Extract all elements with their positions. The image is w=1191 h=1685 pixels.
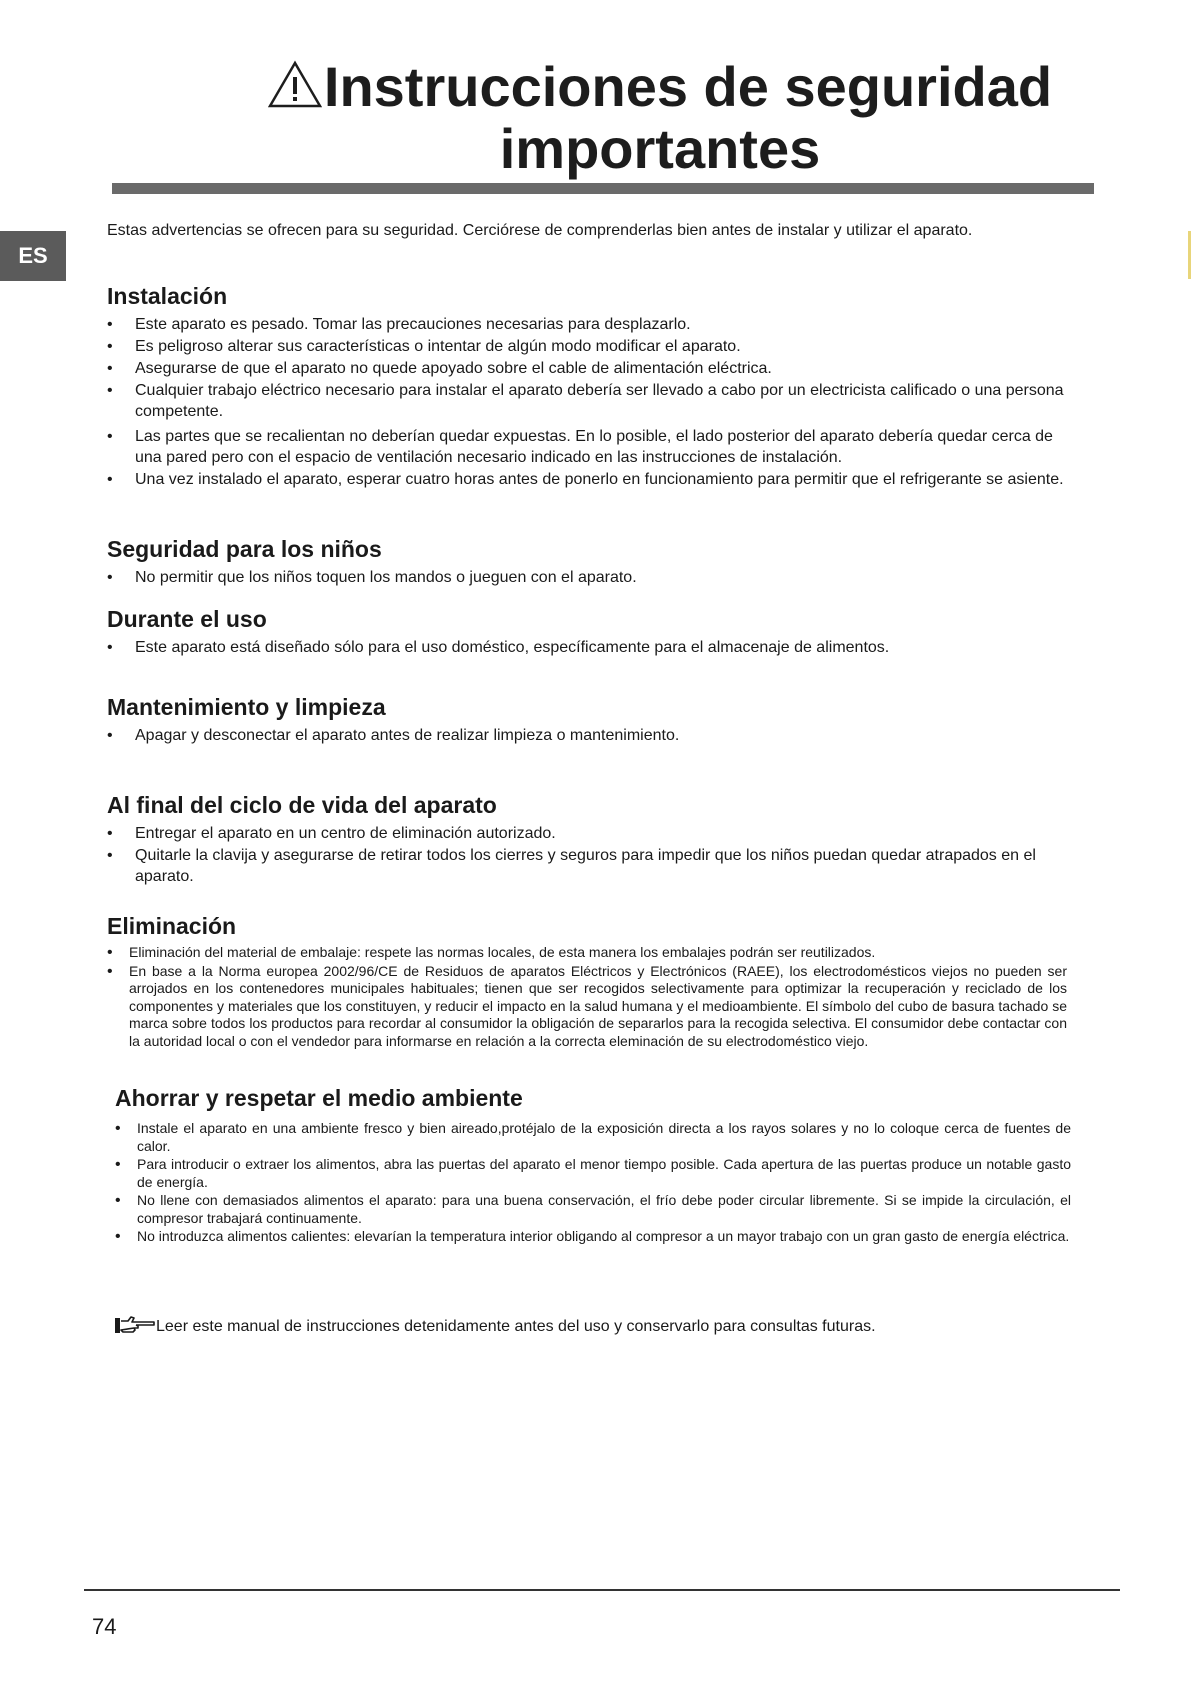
- title-divider: [112, 183, 1094, 194]
- bullet-list: [107, 725, 1067, 746]
- list-item: • Este aparato es pesado. Tomar las precauciones necesarias para desplazarlo.: [107, 314, 1067, 335]
- list-item: • Este aparato está diseñado sólo para el uso doméstico, específicamente para el almacenaje de alimentos.: [107, 637, 1067, 658]
- section-uso: [107, 605, 1067, 659]
- list-item: • No permitir que los niños toquen los mandos o jueguen con el aparato.: [107, 567, 1067, 588]
- bullet-list: [107, 823, 1067, 887]
- list-item: • Entregar el aparato en un centro de eliminación autorizado.: [107, 823, 1067, 844]
- warning-triangle-icon: [268, 58, 322, 106]
- intro-paragraph: Estas advertencias se ofrecen para su seguridad. Cerciórese de comprenderlas bien antes de instalar y utilizar el aparato.: [107, 222, 973, 239]
- section-title: Eliminación: [107, 913, 237, 939]
- list-item: • Para introducir o extraer los alimentos, abra las puertas del aparato el menor tiempo posible. Cada apertura de las puertas produce un notable gasto de energía.: [115, 1156, 1071, 1191]
- list-item: • En base a la Norma europea 2002/96/CE de Residuos de aparatos Eléctricos y Electrónicos (RAEE), los electrodomésticos viejos no pueden ser arrojados en los contenedores municipales habituales; tienen que ser recogidos selectivamente para optimizar la recuperación y reciclado de los componentes y materiales que los constituyen, y reducir el impacto en la salud humana y el medioambiente. El símbolo del cubo de basura tachado se marca sobre todos los productos para recordar al consumidor la obligación de separarlos para la recogida selectiva. El consumidor debe contactar con la autoridad local o con el vendedor para informarse en relación a la correcta eleminación de su electrodoméstico viejo.: [107, 963, 1067, 1051]
- page-title: [260, 56, 1060, 180]
- bullet-list: [107, 944, 1067, 1050]
- list-item: • Apagar y desconectar el aparato antes de realizar limpieza o mantenimiento.: [107, 725, 1067, 746]
- section-title: Mantenimiento y limpieza: [107, 694, 386, 720]
- section-ninos: [107, 535, 1067, 589]
- title-line-1-text: Instrucciones de seguridad: [323, 55, 1053, 118]
- page-number: 74: [92, 1614, 117, 1639]
- section-title: Seguridad para los niños: [107, 536, 382, 562]
- section-eliminacion: [107, 912, 1067, 1051]
- bullet-list: [107, 567, 1067, 588]
- pointing-hand-icon: [114, 1315, 156, 1335]
- title-line-1: [260, 56, 1060, 118]
- section-title: Al final del ciclo de vida del aparato: [107, 792, 497, 818]
- footnote: [114, 1315, 876, 1337]
- section-ahorrar: [115, 1084, 1071, 1247]
- list-item: • Asegurarse de que el aparato no quede apoyado sobre el cable de alimentación eléctrica.: [107, 358, 1067, 379]
- list-item: • Quitarle la clavija y asegurarse de retirar todos los cierres y seguros para impedir que los niños puedan quedar atrapados en el aparato.: [107, 845, 1067, 887]
- list-item: • Cualquier trabajo eléctrico necesario para instalar el aparato debería ser llevado a cabo por un electricista calificado o una persona competente.: [107, 380, 1067, 422]
- footnote-text: Leer este manual de instrucciones detenidamente antes del uso y conservarlo para consultas futuras.: [156, 1318, 876, 1335]
- list-item: • No introduzca alimentos calientes: elevarían la temperatura interior obligando al compresor a un mayor trabajo con un gran gasto de energía eléctrica.: [115, 1228, 1071, 1246]
- bullet-list: [107, 314, 1067, 490]
- list-item: • Eliminación del material de embalaje: respete las normas locales, de esta manera los embalajes podrán ser reutilizados.: [107, 944, 1067, 962]
- footer-divider: [84, 1589, 1120, 1591]
- bullet-list: [107, 637, 1067, 658]
- list-item: • Las partes que se recalientan no deberían quedar expuestas. En lo posible, el lado posterior del aparato debería quedar cerca de una pared pero con el espacio de ventilación necesario indicado en las instrucciones de instalación.: [107, 426, 1067, 468]
- bullet-list: [115, 1120, 1071, 1246]
- list-item: • No llene con demasiados alimentos el aparato: para una buena conservación, el frío debe poder circular libremente. Si se impide la circulación, el compresor trabajará continuamente.: [115, 1192, 1071, 1227]
- section-title: Ahorrar y respetar el medio ambiente: [115, 1085, 523, 1111]
- section-title: Durante el uso: [107, 606, 267, 632]
- list-item: • Instale el aparato en una ambiente fresco y bien aireado,protéjalo de la exposición directa a los rayos solares y no lo coloque cerca de fuentes de calor.: [115, 1120, 1071, 1155]
- title-line-2: importantes: [499, 117, 821, 180]
- list-item: • Una vez instalado el aparato, esperar cuatro horas antes de ponerlo en funcionamiento para permitir que el refrigerante se asiente.: [107, 469, 1067, 490]
- section-instalacion: [107, 282, 1067, 491]
- section-mantenimiento: [107, 693, 1067, 747]
- section-title: Instalación: [107, 283, 228, 309]
- language-tab: ES: [0, 231, 66, 281]
- list-item: • Es peligroso alterar sus características o intentar de algún modo modificar el aparato.: [107, 336, 1067, 357]
- section-final: [107, 791, 1067, 888]
